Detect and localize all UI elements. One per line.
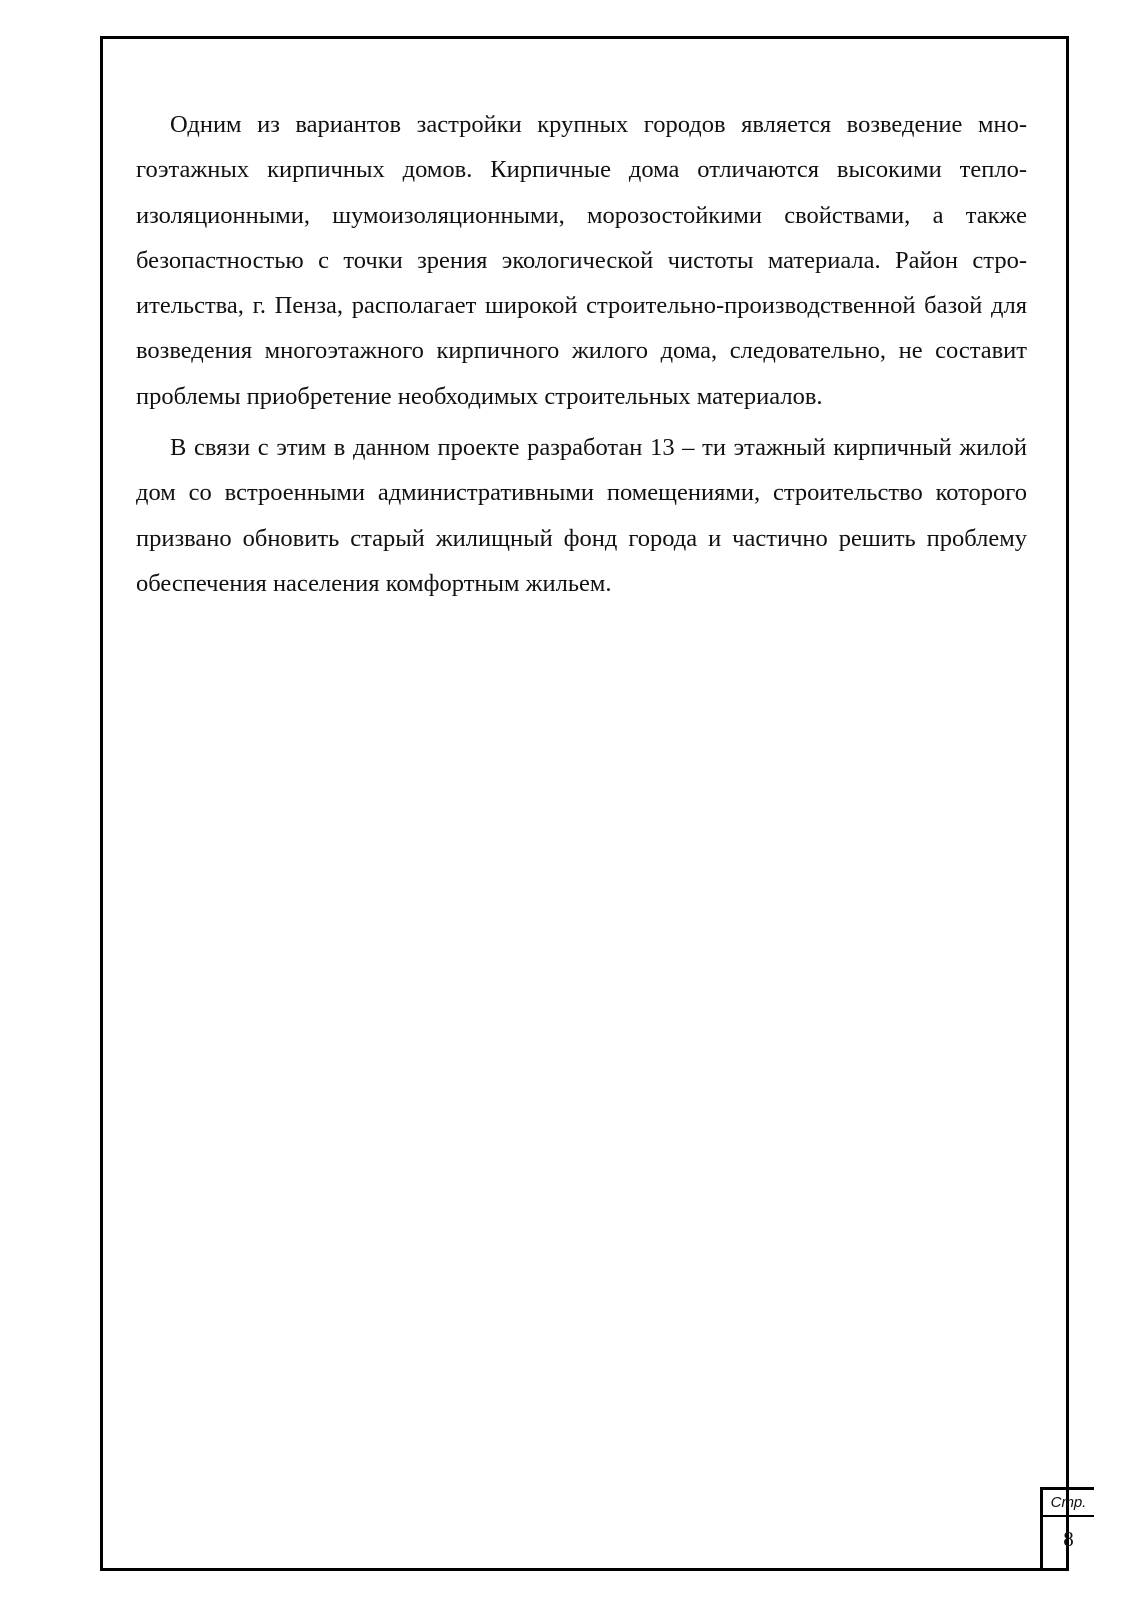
page-number: 8 <box>1063 1527 1074 1551</box>
page-number-stamp <box>1040 1487 1094 1568</box>
body-text <box>136 102 1027 612</box>
paragraph-2: В связи с этим в данном проекте разработан 13 – ти этажный кирпичный жилой дом со встроенными административными помещениями, строительство которого призвано обновить старый жилищный фонд города и частично решить проблему обеспечения населения комфортным жильем. <box>136 434 1027 597</box>
page-label: Стр. <box>1043 1490 1094 1517</box>
paragraph-1: Одним из вариантов застройки крупных городов является возведение многоэтажных кирпичных домов. Кирпичные дома отличаются высокими теплоизоляционными, шумоизоляционными, морозостойкими свойствами, а также безопастностью с точки зрения экологической чистоты материала. Район строительства, г. Пенза, располагает широкой строительно-производственной базой для возведения многоэтажного кирпичного жилого дома, следовательно, не составит проблемы приобретение необходимых строительных материалов. <box>136 111 1027 410</box>
